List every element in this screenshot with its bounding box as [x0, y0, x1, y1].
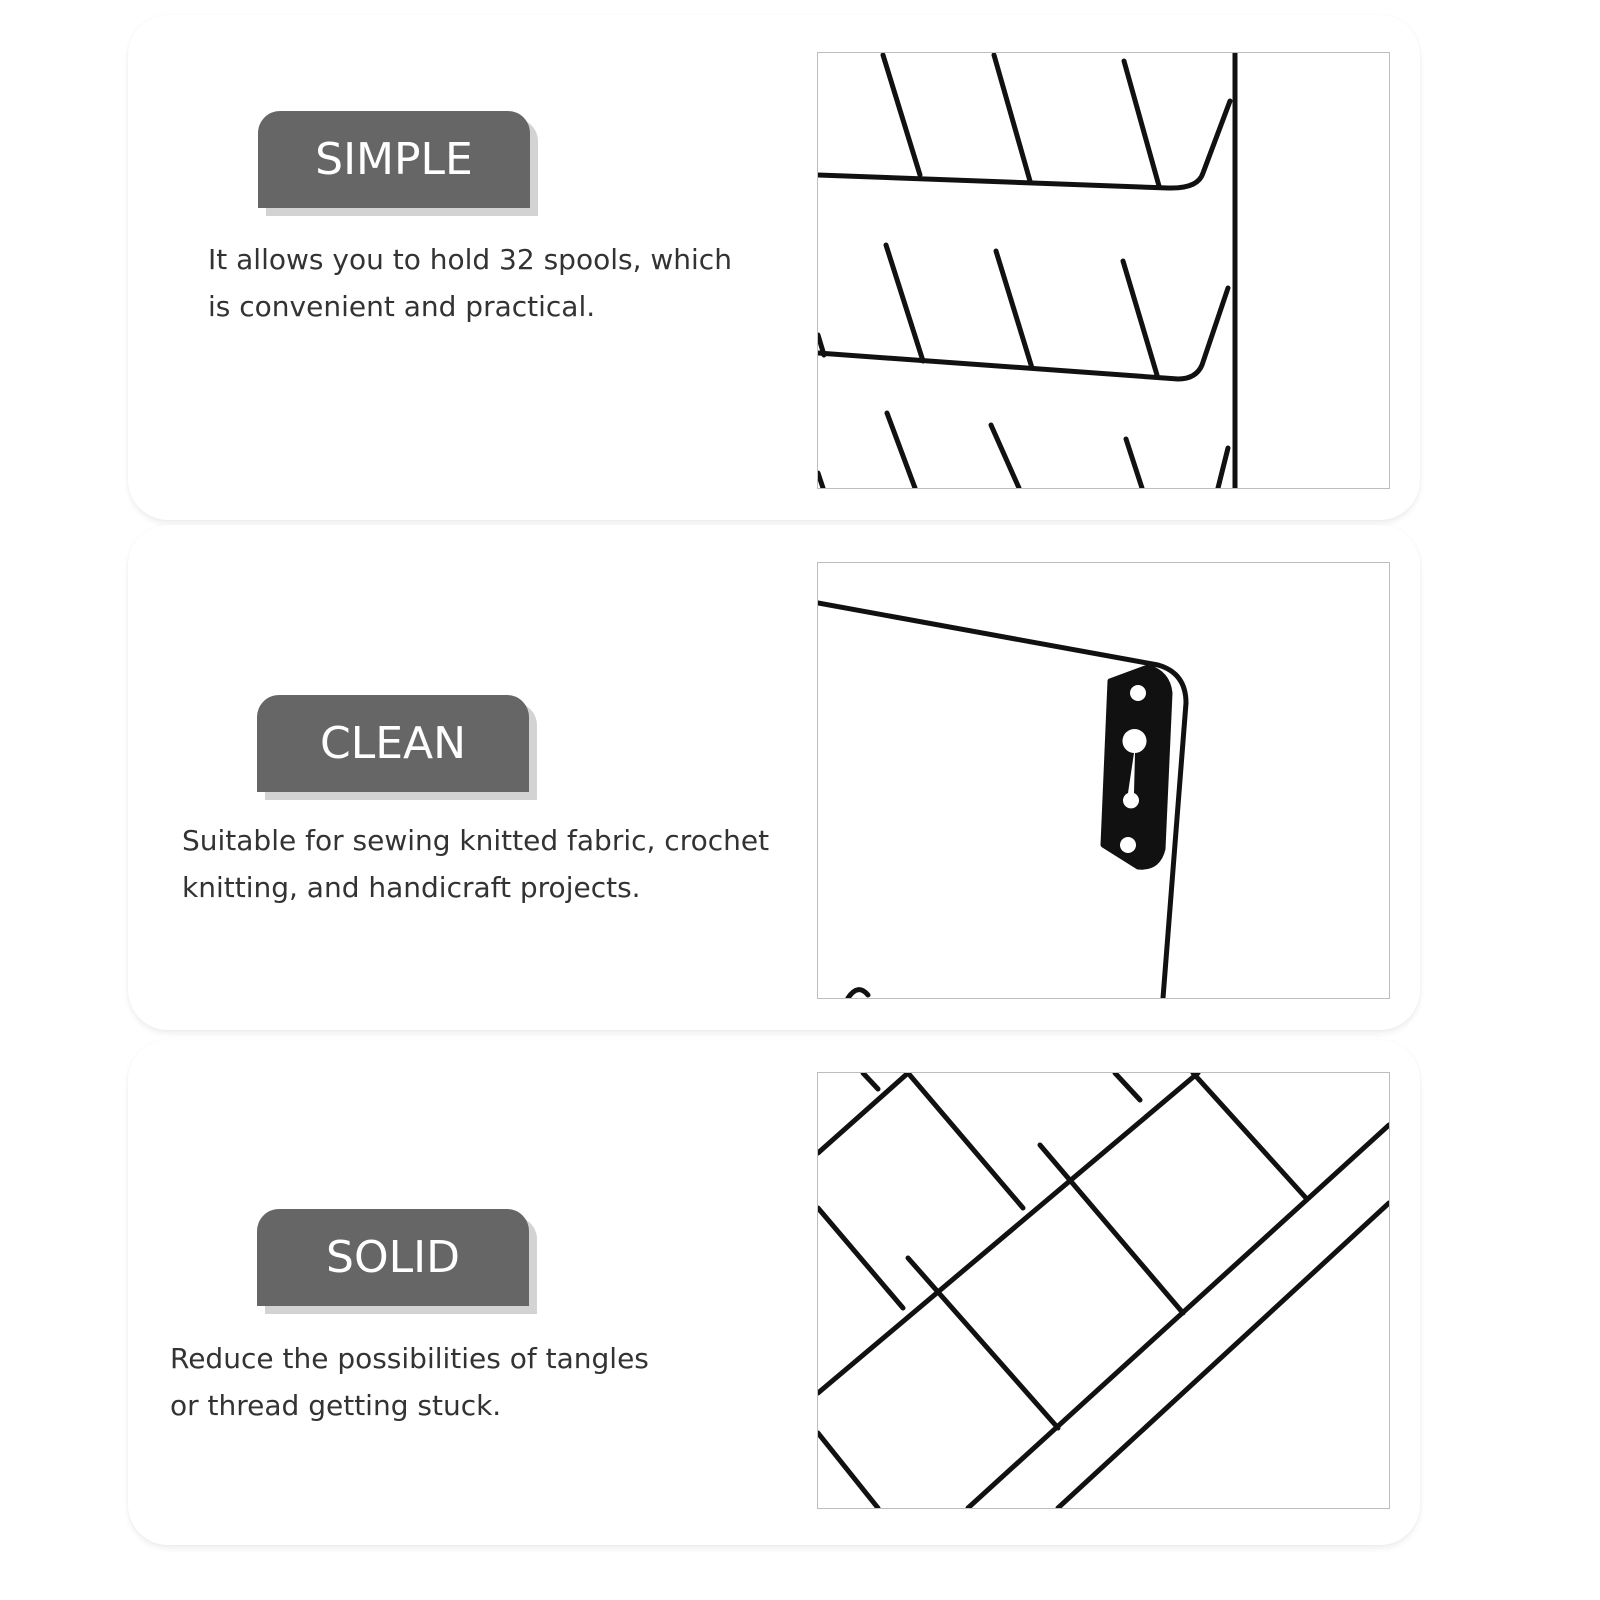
feature-badge-clean: CLEAN — [257, 695, 529, 792]
feature-description-clean: Suitable for sewing knitted fabric, crochet knitting, and handicraft projects. — [182, 824, 770, 904]
product-photo-mounting-bracket — [817, 562, 1390, 999]
feature-badge-simple: SIMPLE — [258, 111, 530, 208]
product-photo-spool-rack-pegs — [817, 52, 1390, 489]
feature-badge-solid: SOLID — [257, 1209, 529, 1306]
product-photo-wire-grid — [817, 1072, 1390, 1509]
feature-description-simple: It allows you to hold 32 spools, which is convenient and practical. — [208, 243, 732, 323]
feature-description-solid: Reduce the possibilities of tangles or thread getting stuck. — [170, 1342, 649, 1422]
